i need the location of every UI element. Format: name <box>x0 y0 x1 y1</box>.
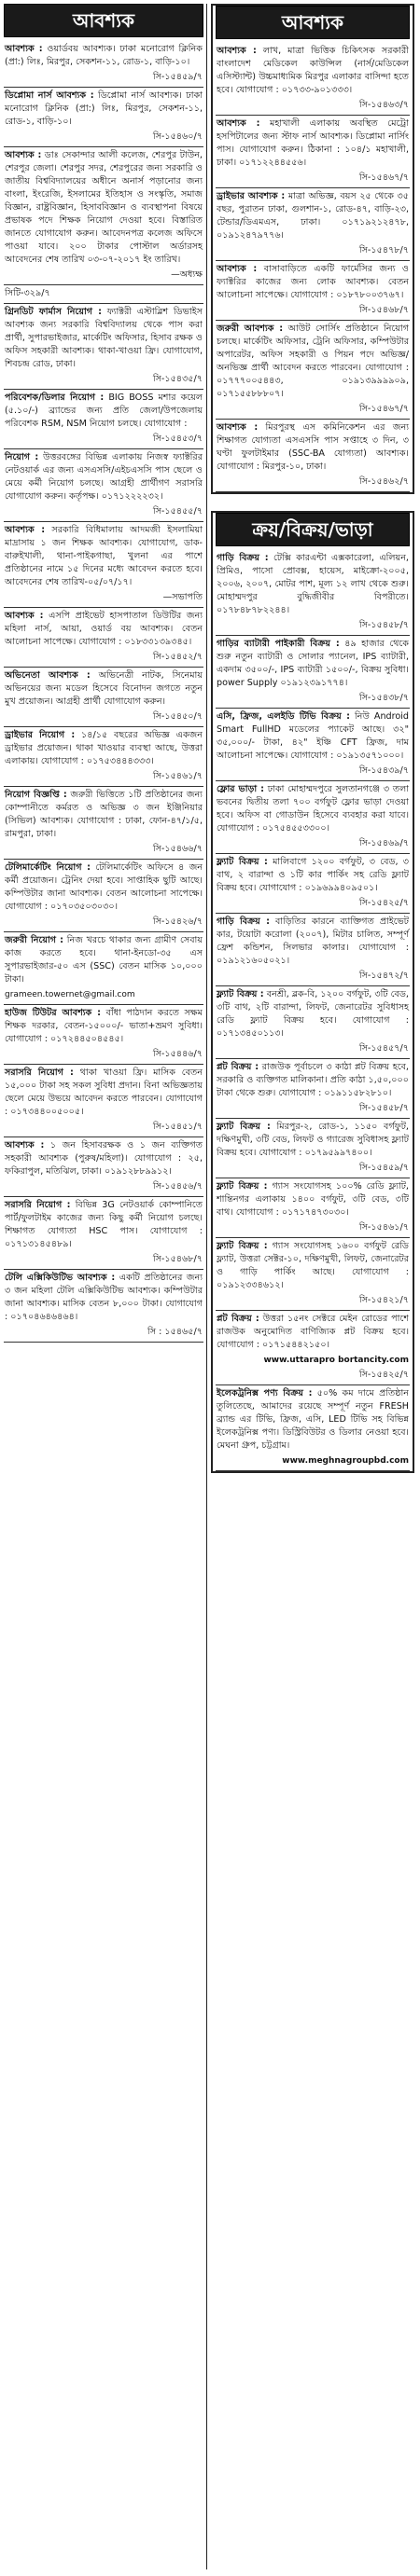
ad-body: বনশ্রী, ব্লক-বি, ১২০০ বর্গফুট, ৩টি বেড, ৩টি বাথ, ২টি বারান্দা, লিফট, জেনারেটর সুবিধাসহ রেডি ফ্ল্যাট বিক্রয় হবে। যোগাযোগ : ০১৭১৩৪৫০১১৩। <box>217 989 409 1039</box>
section-gap <box>211 494 414 511</box>
ad-reference-code: সি-১৫৪৬৯/৭ <box>358 838 409 848</box>
ad-body: মিরপুর-২, রোড-১, ১১৫০ বর্গফুট, দক্ষিণমুখী, ৩টি বেড, লিফট ও গ্যারেজ সুবিধাসহ ফ্ল্যাট বিক্রয় হবে। যোগাযোগ : ০১৭৯৫৯৯৭৪০০। <box>217 1122 409 1158</box>
ad-heading: পরিবেশক/ডিলার নিয়োগ : <box>5 393 105 403</box>
ad-reference-code: সি-১৫৪৬৮/৭ <box>358 305 409 315</box>
ad-body: গ্যাস সংযোগসহ ১০০% রেডি ফ্ল্যাট, শান্তিনগর এলাকায় ১৪০০ বর্গফুট, ৩টি বেড, ৩টি বাথ। যোগাযোগ : ০১৭১৭৪৭৩০৩০। <box>217 1181 409 1218</box>
ad-heading: সরাসরি নিয়োগ : <box>5 1068 74 1078</box>
ad-body: জরুরী ভিত্তিতে ১টি প্রতিষ্ঠানের জন্য কোম্পানীতে কর্মরত ও অভিজ্ঞ ৩ জন ইঞ্জিনিয়ার (সিভিল) আবশ্যক। যোগাযোগ : ঢাকা, ফোন-৪৭/১/৫, রামপুরা, ঢাকা। <box>5 790 203 839</box>
ad-reference-code: সি-১৫৪৬১/৭ <box>358 1222 409 1233</box>
ad-reference-code: সি-১৫৪৫৯/৭ <box>358 1163 409 1173</box>
ad-reference-code: সি-১৫৪৬২/৭ <box>358 476 409 487</box>
ad-body: উত্তরবঙ্গের বিভিন্ন এলাকায় নিজস্ব ফ্যাক্টরির নেটওয়ার্ক এর জন্য এসএসসি/এইচএসসি পাস ছেলে ও মেয়ে কর্মী নিয়োগ চলছে। আগ্রহী প্রার্থীগণ সরাসরি যোগাযোগ করুন। কর্তৃপক্ষ। ০১৭১২২২২৩২। <box>5 452 203 502</box>
ad-reference-code: সি-১৫৪৬৭/৭ <box>358 172 409 183</box>
ad-body: ১ জন হিসাবরক্ষক ও ১ জন ব্যক্তিগত সহকারী আবশ্যক (পুরুষ/মহিলা)। যোগাযোগ : ২৫, ফকিরাপুল, মতিঝিল, ঢাকা। ০১৯১২৮৮৯৯১২। <box>5 1140 203 1177</box>
classified-ad <box>216 43 410 116</box>
ad-reference-code: সি-১৫৪৬৭/৭ <box>358 404 409 414</box>
ad-heading: জরুরী নিয়োগ : <box>5 935 63 945</box>
ad-reference-code: সি-১৫৪৫১/৭ <box>152 1122 203 1132</box>
classified-ad <box>216 261 410 321</box>
ad-reference-code: —সভাপতি <box>162 592 203 602</box>
classified-ad <box>216 986 410 1059</box>
ad-reference-code: সি-১৫৪৭২/৭ <box>358 971 409 981</box>
ad-body: ডিপ্লোমা নার্স আবশ্যক। ঢাকা মনোরোগ ক্লিনিক (প্রা:) লিঃ, মিরপুর, সেকশন-১১, রোড-১, বাড়ি-১০। <box>5 90 203 127</box>
classified-ad <box>4 727 203 787</box>
ad-reference-code: সি-১৫৪২১/৭ <box>358 1295 409 1305</box>
ad-body: ওয়ার্ডবয় আবশ্যক। ঢাকা মনোরোগ ক্লিনিক (প্রা:) লিঃ, মিরপুর, সেকশন-১১, রোড-১, বাড়ি-১০। <box>5 44 203 67</box>
classified-ad <box>216 914 410 986</box>
ad-heading: ড্রাইভার আবশ্যক : <box>217 191 286 201</box>
ad-reference-code: সি-১৫৪৫৩/৭ <box>152 434 203 444</box>
ad-heading: অভিনেতা আবশ্যক : <box>5 670 91 681</box>
ad-heading: ফ্ল্যাট বিক্রয় : <box>217 1241 268 1251</box>
classified-ad <box>216 854 410 914</box>
ad-heading: টেলি এক্সিকিউটিভ আবশ্যক : <box>5 1273 116 1283</box>
ad-body: নিউ Android Smart FullHD মডেলের প্যাকেট আছে। ৩২" ৩৫,০০০/- টাকা, ৪২" ইঞ্চি CFT ফ্রিজ, দাম আলোচনা সাপেক্ষে। যোগাযোগ : ০১৯১৩৫৭১০০০। <box>217 711 409 761</box>
ad-heading: আবশ্যক : <box>5 1140 45 1150</box>
ad-heading: এসি, ফ্রিজ, এলইডি টিভি বিক্রয় : <box>217 711 350 722</box>
left-ads-list <box>4 41 203 1343</box>
ad-heading: ফ্ল্যাট বিক্রয় : <box>217 989 264 999</box>
ad-reference-code: সি-১৫৪৪৬/৭ <box>152 1049 203 1059</box>
ad-body: থাকা খাওয়া ফ্রি। মাসিক বেতন ১৫,০০০ টাকা সহ সকল সুবিধা প্রদান। বিনা অভিজ্ঞতায় ছেলে মেয়ে উভয়ে আবেদন করতে পারবেন। যোগাযোগ : ০১৭৩৪৪০০৫০০৫। <box>5 1068 203 1117</box>
ad-heading: আবশ্যক : <box>217 46 257 56</box>
buy-sell-rent-box <box>211 511 414 1473</box>
ad-heading: ফ্ল্যাট বিক্রয় : <box>217 1181 268 1192</box>
ad-heading: সরাসরি নিয়োগ : <box>5 1200 71 1210</box>
ad-reference-code: সি-১৫৪৫৬/৭ <box>152 1181 203 1192</box>
ad-body: সরকারি বিধিমালায় আদমজী ইসলামিয়া মাদ্রাসায় ১ জন শিক্ষক আবশ্যক। যোগাযোগ, ডাক-বারুইখালী, থানা-পাইকগাছা, খুলনা এর পাশে প্রতিষ্ঠানের নামে ১৫ দিনের মধ্যে আবেদন করতে হবে। আবেদনের শেষ তারিখ-০৫/০৭/১৭। <box>5 525 203 587</box>
ad-reference-code: সি-১৫৪৫৮/৭ <box>358 620 409 630</box>
left-column <box>4 4 203 1343</box>
ad-heading: ফ্লোর ভাড়া : <box>217 784 264 794</box>
ad-body: টেলিমার্কেটিং অফিসে ৪ জন কর্মী প্রয়োজন। ট্রেনিং দেয়া হবে। সাপ্তাহিক ছুটি আছে। কম্পিউটার জানা আবশ্যক। বেতন আলোচনা সাপেক্ষে। যোগাযোগ : ০১৭০৩৫০৩০৩০। <box>5 862 203 912</box>
ad-reference-code: সি-১৫৪২৫/৭ <box>358 898 409 908</box>
ad-body: BIG BOSS মশার কয়েল (৫.১০/-) ব্র্যান্ডের জন্য প্রতি জেলা/উপজেলায় পরিবেশক RSM, NSM নিয়োগ চলছে। যোগাযোগ : <box>5 393 203 429</box>
ad-heading: নিয়োগ : <box>5 452 39 462</box>
ad-heading: প্লট বিক্রয় : <box>217 1062 259 1072</box>
buy-sell-ads-list <box>216 550 410 1471</box>
ad-heading: আবশ্যক : <box>217 118 260 129</box>
ad-reference-code: সি-১৫৪৬৩/৭ <box>358 100 409 110</box>
ad-body: মালিবাগে ১২০০ বর্গফুট, ৩ বেড, ৩ বাথ, ২ বারান্দা ও ১টি কার পার্কিং সহ রেডি ফ্ল্যাট বিক্রয় হবে। যোগাযোগ : ০১৯৬৯৯৪০৯৫০১। <box>217 857 409 893</box>
right-wanted-box <box>211 4 414 494</box>
classified-ad <box>216 188 410 261</box>
ad-reference-code: সি-১৫৪৫০/৭ <box>152 711 203 722</box>
ad-reference-code: সি-১৫৪৩৫/৭ <box>152 374 203 384</box>
ad-reference-code: সি-১৫৪৭৮/৭ <box>358 245 409 255</box>
ad-body: একটি প্রতিষ্ঠানের জন্য ৩ জন মহিলা টেলি এক্সিকিউটিভ আবশ্যক। কম্পিউটার জানা আবশ্যক। মাসিক বেতন ৮,০০০ টাকা। যোগাযোগ : ০১৭০৪৬৪৬৪৬৪। <box>5 1273 203 1322</box>
ad-heading: ফ্ল্যাট বিক্রয় : <box>217 857 268 867</box>
classified-ad <box>4 1137 203 1197</box>
ad-reference-code: সি-১৫৪৫৭/৭ <box>358 1043 409 1054</box>
classified-ad <box>4 147 203 285</box>
ad-heading: আবশ্যক : <box>217 422 259 433</box>
ad-body: ৪৯ হাজার থেকে শুরু নতুন ব্যাটারী ও সোলার প্যানেল, IPS ব্যাটারী, একদাম ৩৫০০/-, IPS ব্যাটারী ১৫০০/-, বিক্রয় সুবিধা। power Supply ০১৯১২৩৯১৭৭৪। <box>217 639 409 688</box>
ad-body: লাখ, মাত্রা ভিত্তিক চিকিৎসক সরকারী বাংলাদেশ মেডিকেল কাউন্সিল (নার্স/মেডিকেল এসিস্ট্যান্ট) উচ্চমাধ্যমিক মিরপুর এলাকার বাসিন্দা হতে হবে। যোগাযোগ : ০১৭৩৩-৯০১৩৩৩। <box>217 46 409 95</box>
classified-ad <box>4 304 203 390</box>
ad-body: বিভিন্ন 3G নেটওয়ার্ক কোম্পানিতে পার্ট/ফুলটাইম কাজের জন্য কিছু কর্মী নিয়োগ চলছে। শিক্ষাগত যোগ্যতা HSC পাস। যোগাযোগ : ০১৭১৩১৪৫৪৮৯। <box>5 1200 203 1249</box>
classified-ad <box>4 1270 203 1343</box>
classified-ad <box>216 1119 410 1178</box>
ad-heading: গাড়ি বিক্রয় : <box>217 916 270 927</box>
ad-reference-code: সি-১৫৪৬৮/৭ <box>152 1254 203 1264</box>
classified-ad <box>216 116 410 188</box>
ad-heading: গাড়ির ব্যাটারী পাইকারী বিক্রয় : <box>217 639 340 649</box>
classified-ad <box>4 285 203 304</box>
ad-heading: প্লট বিক্রয় : <box>217 1314 259 1324</box>
classified-ad <box>216 781 410 854</box>
classified-ad <box>4 787 203 860</box>
ad-heading: আবশ্যক : <box>217 264 258 274</box>
ad-body: ১৪/১৫ বছরের অভিজ্ঞ একজন ড্রাইভার প্রয়োজন। থাকা খাওয়ার ব্যবস্থা আছে, উত্তরা এলাকায়। যোগাযোগ : ০১৭৫৩৪৪৪৩৩৩। <box>5 730 203 766</box>
ad-body: বাঁধা পাঠদান করতে সক্ষম শিক্ষক দরকার, বেতন-১৫০০০/- ভাতা+ভ্রমণ সুবিধা। যোগাযোগ : ০১৭২৪৪৫০৪৫৪৫। <box>5 1008 203 1044</box>
classified-ad <box>4 1197 203 1270</box>
ad-body: ডাঃ সেকান্দার আলী কলেজ, শেরপুর টাউন, শেরপুর জেলা। শেরপুর সদর, শেরপুরের জন্য সরকারি ও জাতীয় বিশ্ববিদ্যালয়ের অধীনে অনার্স পড়ানোর জন্য বাংলা, ইংরেজি, ইসলামের ইতিহাস ও সংস্কৃতি, সমাজ বিজ্ঞান, রাষ্ট্রবিজ্ঞান, হিসাববিজ্ঞান ও ব্যবস্থাপনা বিষয়ে প্রভাষক পদে শিক্ষক নিয়োগ দেওয়া হবে। বিস্তারিত জানতে যোগাযোগ করুন। আবেদনপত্র কলেজ অফিসে পাওয়া যাবে। ২০০ টাকার পোস্টাল অর্ডারসহ আবেদনের শেষ তারিখ ০৩-০৭-২০১৭ ইং তারিখ। <box>5 150 203 265</box>
ad-reference-code: সি-১৫৪৫৫/৭ <box>152 506 203 517</box>
ad-reference-code: সি : ১৫৪৬৫/৭ <box>147 1327 203 1337</box>
classified-ad <box>4 449 203 522</box>
section-header-wanted-right: আবশ্যক <box>216 6 410 39</box>
classified-ad <box>4 41 203 88</box>
ad-heading: আবশ্যক : <box>5 525 46 535</box>
ad-heading: টেলিমার্কেটিং নিয়োগ : <box>5 862 91 873</box>
ad-reference-code: সি-১৫৪৬১/৭ <box>152 771 203 781</box>
classified-ad <box>4 1005 203 1065</box>
classified-ad <box>216 1178 410 1238</box>
classified-ad <box>216 1238 410 1311</box>
ad-body: মহাখালী এলাকায় অবস্থিত মেট্রো হসপিটালের জন্য স্টাফ নার্স আবশ্যক। ডিপ্লোমা নার্সিং পাস। যোগাযোগ করুন। ঠিকানা : ১০৪/১ মহাখালী, ঢাকা। ০১৭১২২৪৪৫৫৬। <box>217 118 409 168</box>
ad-reference-code: সি-১৫৪৫৮/৭ <box>358 1103 409 1113</box>
ad-reference-code: সি-১৫৪২৫/৭ <box>358 1370 409 1380</box>
right-column <box>211 4 414 1473</box>
ad-reference-code: সি-১৫৪৬৬/৭ <box>152 844 203 854</box>
ad-body: মাত্রা অভিজ্ঞ, বয়স ২৫ থেকে ৩৫ বছর, পুরাতন ঢাকা, গুলশান-১, রোড-৪৭, বাড়ি-২৩, টেন্ডার/ডিএমএস, ঢাকা। ০১৭১৯২১২৪৭৮, ০১৯১২৪৭৯৭৭৬। <box>217 191 409 241</box>
classified-ad <box>4 390 203 449</box>
classified-ad <box>216 420 410 492</box>
column-divider <box>206 4 207 2569</box>
ad-reference-code: —অধ্যক্ষ <box>171 269 203 280</box>
right-ads-list <box>216 43 410 492</box>
ad-reference-code: সি-১৫৪৩৮/৭ <box>358 693 409 703</box>
classified-ad <box>4 932 203 1005</box>
ad-heading: গ্রিনডিট ফার্মাস নিয়োগ : <box>5 307 102 317</box>
section-header-buy-sell-rent: ক্রয়/বিক্রয়/ভাড়া <box>216 513 410 546</box>
classified-ad <box>216 1385 410 1471</box>
ad-heading: নিয়োগ বিজ্ঞপ্তি : <box>5 790 67 800</box>
ad-body: বাড়িতির কারনে ব্যাক্তিগত প্রাইভেট কার, টয়োটা করোলা (২০০৭), মিটার চালিত, সম্পূর্ণ ফ্রেশ কন্ডিশন, সিলভার কালার। যোগাযোগ : ০১৯১২১৬০৫০২১। <box>217 916 409 966</box>
ad-heading: ফ্ল্যাট বিক্রয় : <box>217 1122 271 1132</box>
classified-ad <box>216 1311 410 1385</box>
ad-website[interactable]: www.uttarapro bortancity.com <box>263 1356 409 1365</box>
classified-ad <box>216 636 410 709</box>
ad-heading: জরুরী আবশ্যক : <box>217 324 284 334</box>
ad-body: অভিনেত্রী নাটক, সিনেমায় অভিনয়ের জন্য মডেল হিসেবে বিনোদন জগতে নতুন মুখ প্রয়োজন। আগ্রহী প্রার্থী যোগাযোগ করুন। <box>5 670 203 707</box>
ad-body: ঢাকা মোহাম্মদপুরে সুলতানগঞ্জে ৩ তলা ভবনের দ্বিতীয় তলা ৭০০ বর্গফুট ফ্লোর ভাড়া দেওয়া হবে। অফিস বা গোডাউন হিসেবে ব্যবহার করা যাবে। যোগাযোগ : ০১৭৫৪৫৫৩৩০০। <box>217 784 409 833</box>
classified-ad <box>216 321 410 420</box>
ad-reference-code: সি-১৫৪৬০/৭ <box>152 131 203 142</box>
ad-body: গ্যাস সংযোগসহ ১৬০০ বর্গফুট রেডি ফ্ল্যাট, উত্তরা সেক্টর-১০, দক্ষিণমুখী, লিফট, জেনারেটর ও গাড়ি পার্কিং আছে। যোগাযোগ : ০১৯১২৩৩৪৬১২। <box>217 1241 409 1290</box>
ad-body: ফ্যাক্টরী এস্টাব্লিশ ডিভাইস আবশ্যক জন্য সরকারি বিশ্ববিদ্যালয় থেকে পাস করা প্রার্থী, সুপারভাইজার, মার্কেটিং অফিসার, হিসাব রক্ষক ও অফিস সহকারী আবশ্যক। থাকা-খাওয়া ফ্রি। যোগাযোগ, শিবচন্দ্র রোড, ঢাকা। <box>5 307 203 369</box>
classified-ad <box>4 860 203 932</box>
ad-reference-code: সি-১৫৪২৬/৭ <box>152 916 203 927</box>
ad-body: সিটি-৩২৯/৭ <box>5 288 50 298</box>
ad-heading: আবশ্যক : <box>5 611 44 621</box>
classified-ad <box>4 522 203 608</box>
ad-body: মিরপুরস্থ এস কমিনিকেশন এর জন্য শিক্ষাগত যোগ্যতা এসএসসি পাস সপ্তাহে ৩ দিন, ৩ ঘণ্টা ফুলটাইমার (SSC-BA যোগ্যতা) আবশ্যক। যোগাযোগ : মিরপুর-১০, ঢাকা। <box>217 422 409 472</box>
ad-body: এসপি প্রাইভেট হাসপাতাল ডিউটির জন্য মহিলা নার্স, আয়া, ওয়ার্ড বয় আবশ্যক। বেতন আলোচনা সাপেক্ষে। যোগাযোগ : ০১৮৩৩১৩৯৩৪৫। <box>5 611 203 647</box>
ad-heading: হাউজ টিউটর আবশ্যক : <box>5 1008 101 1018</box>
ad-body: রাজউক পূর্বাচলে ৩ কাঠা প্লট বিক্রয় হবে, সরকারি ও ব্যক্তিগত মালিকানা। প্রতি কাঠা ১,৫০,০০০ টাকা থেকে শুরু। যোগাযোগ : ০১৯১১৫৮২৮১০। <box>217 1062 409 1098</box>
classified-ad <box>4 668 203 727</box>
ad-heading: ডিপ্লোমা নার্স আবশ্যক : <box>5 90 94 101</box>
ad-reference-code: সি-১৫৪৩৯/৭ <box>358 765 409 776</box>
ad-body: ৫০% কম দামে প্রতিষ্ঠান তুলিতেছে, আমাদের রয়েছে সম্পূর্ণ নতুন FRESH ব্র্যান্ড এর টিভি, ফ্রিজ, এসি, LED টিভি সহ বিভিন্ন ইলেকট্রনিক্স পণ্য। ডিস্ট্রিবিউটর ও ডিলার নেওয়া হবে। মেঘনা গ্রুপ, চট্টগ্রাম। <box>217 1388 410 1451</box>
ad-reference-code: সি-১৫৪৫২/৭ <box>152 652 203 662</box>
classified-ad <box>4 608 203 668</box>
classified-ad <box>216 1059 410 1119</box>
classified-ad <box>216 709 410 781</box>
ad-heading: আবশ্যক : <box>5 150 42 160</box>
classified-ad <box>4 88 203 147</box>
ad-body: নিজ খরচে থাকার জন্য গ্রামীণ সেবায় কাজ করতে হবে। থানা-ইনডো-৩৫ এস সুপারভাইজার-৫০ এস (SSC) বেতন মাসিক ১০,০০০ টাকা। <box>5 935 203 985</box>
ad-body: টেক্সি কারএন্টা এক্সকারেলা, এলিয়ন, প্রিমিও, পাসো প্রোবক্স, হায়েস, মাইক্রো-২০০৫, ২০০৬, ২০০৭, মোটর পাশ, মূল্য ১২ লাখ থেকে শুরু। মোহাম্মদপুর বুদ্ধিজীবীর বিপরীতে। ০১৭৮৪৮৭৮২২৪৪। <box>217 553 409 615</box>
ad-heading: গাড়ি বিক্রয় : <box>217 553 269 563</box>
ad-body: উত্তরা ১৫নং সেক্টরে মেইন রোডের পাশে রাজউক অনুমোদিত বাণিজ্যিক প্লট বিক্রয় হবে। যোগাযোগ : ০১৭১৫৪৪২১৫০। <box>217 1314 409 1350</box>
ad-heading: ইলেকট্রনিক্স পণ্য বিক্রয় : <box>217 1388 313 1398</box>
ad-heading: আবশ্যক : <box>5 44 43 54</box>
ad-heading: ড্রাইভার নিয়োগ : <box>5 730 76 740</box>
ad-email[interactable]: grameen.towernet@gmail.com <box>5 990 135 999</box>
ad-body: বাসাবাড়িতে একটি ফার্মেসির জন্য ও ফ্যাক্টরির কাজের জন্য লোক আবশ্যক। বেতন আলোচনা সাপেক্ষে। যোগাযোগ : ০১৮৭৮০০৩৭৬৭। <box>217 264 409 300</box>
classified-ad <box>216 550 410 636</box>
ad-reference-code: সি-১৫৪৫৯/৭ <box>152 72 203 82</box>
ad-body: আউট সোর্সিং প্রতিষ্ঠানে নিয়োগ চলছে। মার্কেটিং অফিসার, ট্রেনি অফিসার, কম্পিউটার অপারেটর, অফিস সহকারী ও পিয়ন পদে অভিজ্ঞ/অনভিজ্ঞ প্রার্থী আবেদন করতে পারবেন। যোগাযোগ : ০১৭৭৭০০৫৪৪৩, ০১৯১৩৯৯৯৯০৯, ০১৭১৫৫৮৮৮০৭। <box>217 324 409 399</box>
section-header-wanted: আবশ্যক <box>4 4 203 37</box>
ad-website[interactable]: www.meghnagroupbd.com <box>282 1456 409 1466</box>
classified-ad <box>4 1065 203 1137</box>
